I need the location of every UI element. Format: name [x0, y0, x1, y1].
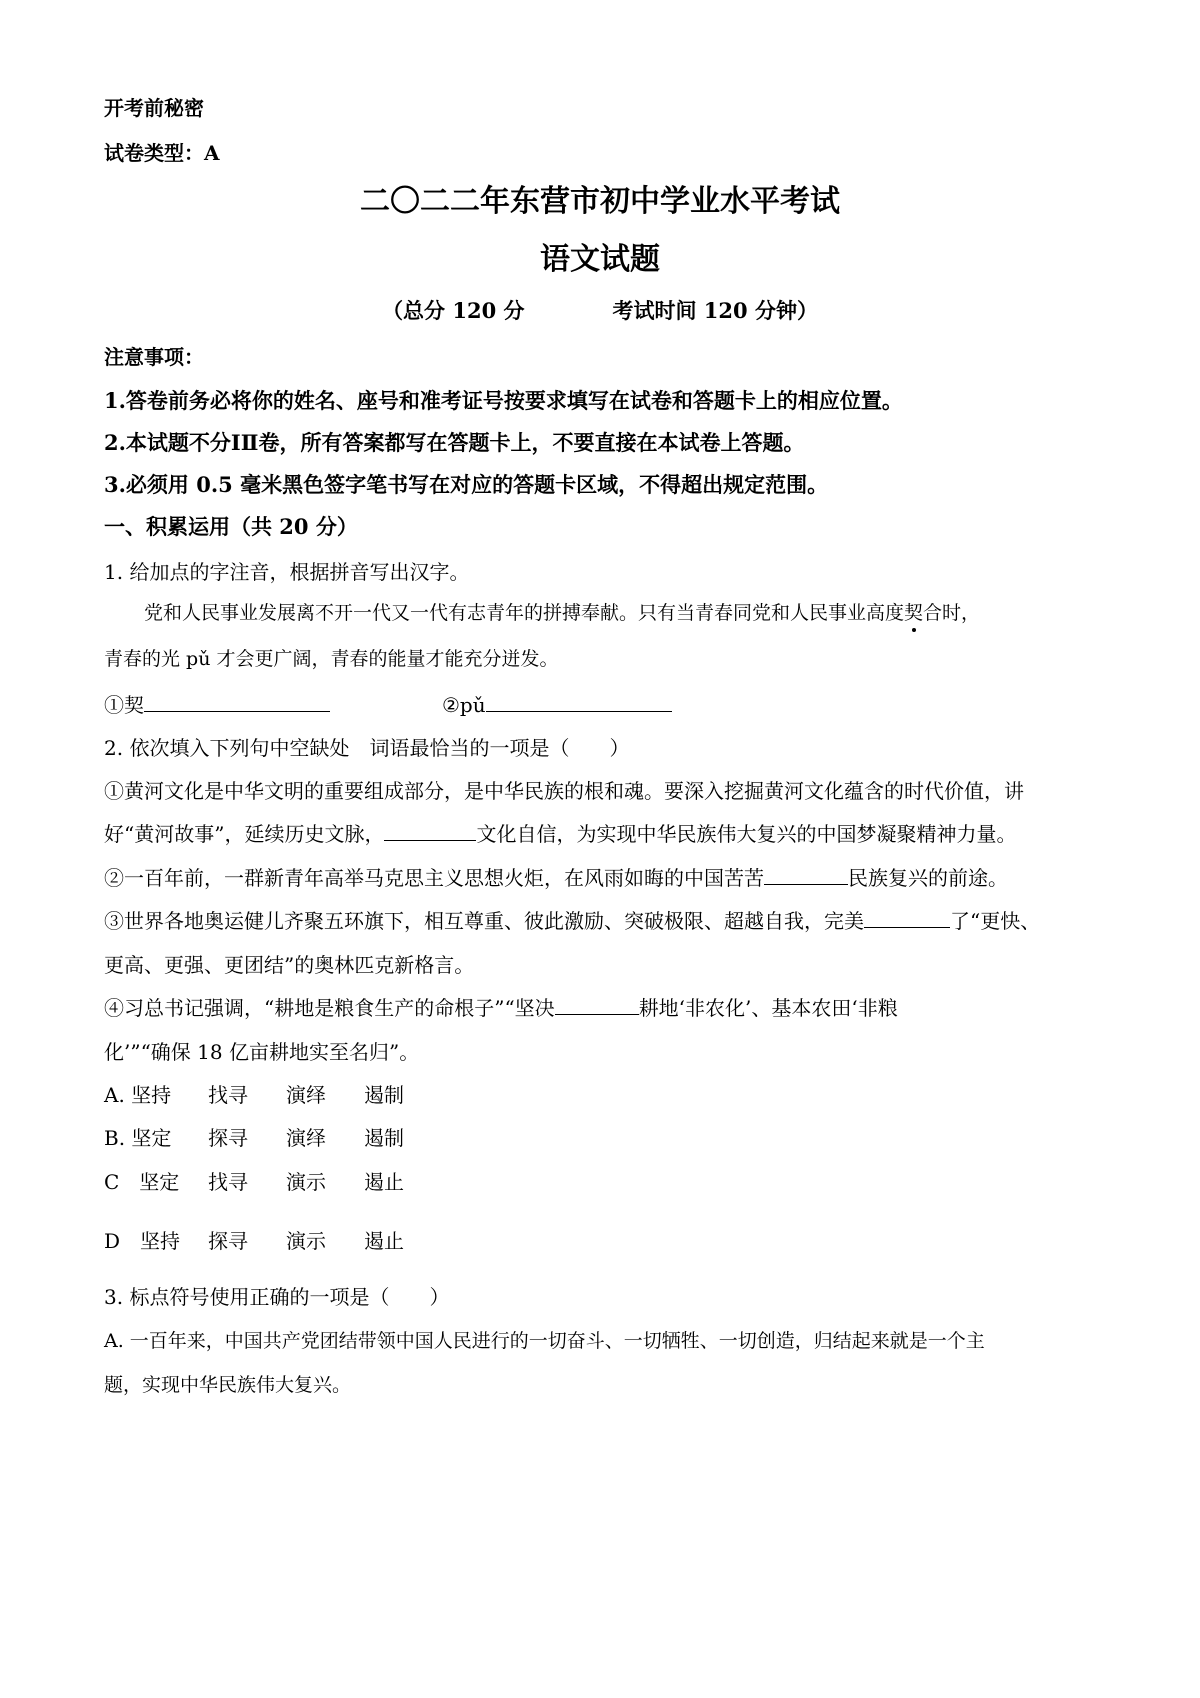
notes-heading: 注意事项：: [104, 345, 204, 369]
subject-title: 语文试题: [540, 242, 660, 277]
answer-blank-2[interactable]: [486, 693, 672, 712]
q3-option-a-line1: A. 一百年来，中国共产党团结带领中国人民进行的一切奋斗、一切牺牲、一切创造，归结起来就是一个主: [104, 1330, 985, 1352]
q3-stem: 3. 标点符号使用正确的一项是（ ）: [104, 1285, 450, 1309]
fill-blank-3[interactable]: [864, 909, 950, 928]
fill-blank-2[interactable]: [764, 866, 848, 885]
q2-stem: 2. 依次填入下列句中空缺处 词语最恰当的一项是（ ）: [104, 736, 630, 760]
section-heading: 一、积累运用（共 20 分）: [104, 514, 358, 539]
exam-time: 考试时间 120 分钟）: [612, 298, 818, 323]
paper-type: 试卷类型：A: [104, 141, 220, 165]
blank2-label: ②pǔ: [442, 693, 486, 717]
q2-sentence2: ②一百年前，一群新青年高举马克思主义思想火炬，在风雨如晦的中国苦苦 民族复兴的前途。: [104, 866, 1008, 890]
q3-option-a-line2: 题，实现中华民族伟大复兴。: [104, 1374, 352, 1396]
q2-sentence3-line1: ③世界各地奥运健儿齐聚五环旗下，相互尊重、彼此激励、突破极限、超越自我，完美 了“更快、: [104, 909, 1041, 933]
exam-title: 二〇二二年东营市初中学业水平考试: [360, 184, 840, 219]
q1-passage-line2: 青春的光 pǔ 才会更广阔，青春的能量才能充分迸发。: [104, 648, 559, 670]
note-item-1: 1.答卷前务必将你的姓名、座号和准考证号按要求填写在试卷和答题卡上的相应位置。: [104, 388, 903, 413]
secret-label: 开考前秘密: [104, 96, 204, 120]
q1-blanks: [104, 693, 672, 717]
option-a[interactable]: A. 坚持 找寻 演绎 遏制: [104, 1083, 404, 1107]
score-time-line: [0, 298, 1200, 323]
q2-sentence4-line2: 化’”“确保 18 亿亩耕地实至名归”。: [104, 1040, 420, 1064]
note-item-2: 2.本试题不分ⅠⅡ卷，所有答案都写在答题卡上，不要直接在本试卷上答题。: [104, 430, 805, 455]
note-item-3: 3.必须用 0.5 毫米黑色签字笔书写在对应的答题卡区域，不得超出规定范围。: [104, 472, 829, 497]
option-b[interactable]: B. 坚定 探寻 演绎 遏制: [104, 1126, 404, 1150]
answer-blank-1[interactable]: [144, 693, 330, 712]
q2-sentence4-line1: ④习总书记强调，“耕地是粮食生产的命根子”“坚决 耕地‘非农化’、基本农田‘非粮: [104, 996, 898, 1020]
q1-passage-line1: 党和人民事业发展离不开一代又一代有志青年的拼搏奉献。只有当青春同党和人民事业高度契合时，: [144, 602, 981, 624]
q1-stem: 1. 给加点的字注音，根据拼音写出汉字。: [104, 560, 470, 584]
q2-sentence1-line2: 好“黄河故事”，延续历史文脉， 文化自信，为实现中华民族伟大复兴的中国梦凝聚精神力量。: [104, 822, 1017, 846]
q2-sentence3-line2: 更高、更强、更团结”的奥林匹克新格言。: [104, 953, 475, 977]
fill-blank-1[interactable]: [384, 822, 476, 841]
blank1-label: ①契: [104, 693, 144, 717]
option-c[interactable]: C 坚定 找寻 演示 遏止: [104, 1170, 404, 1194]
q2-sentence1-line1: ①黄河文化是中华文明的重要组成部分，是中华民族的根和魂。要深入挖掘黄河文化蕴含的时代价值，讲: [104, 779, 1024, 803]
option-d[interactable]: D 坚持 探寻 演示 遏止: [104, 1229, 404, 1253]
total-score: （总分 120 分: [382, 298, 525, 323]
fill-blank-4[interactable]: [555, 996, 639, 1015]
dotted-character: 契: [904, 602, 924, 624]
